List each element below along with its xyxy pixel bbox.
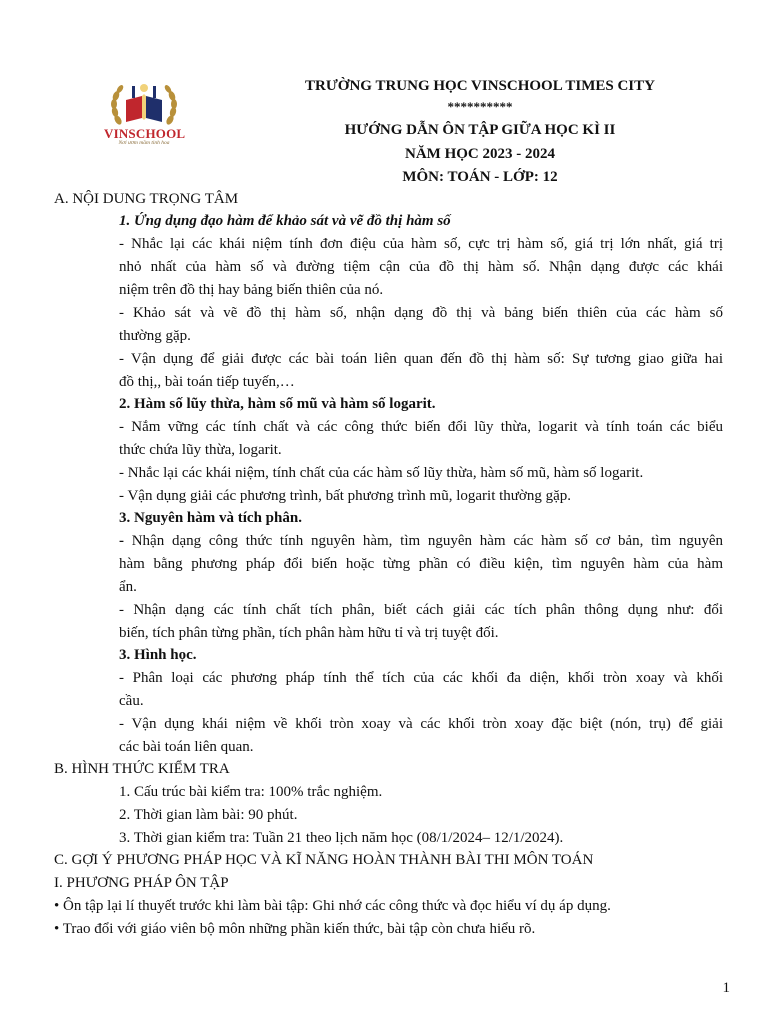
topic-1-title: 1. Ứng dụng đạo hàm để khảo sát và vẽ đồ thị hàm số [119,213,451,229]
study-tip-1 [54,896,611,916]
document-title: HƯỚNG DẪN ÔN TẬP GIỮA HỌC KÌ II [344,122,616,138]
topic-1-line-2: nhỏ nhất của hàm số và đường tiệm cận của đồ thị hàm số. Nhận dạng được các khái [119,259,723,275]
section-a-heading: A. NỘI DUNG TRỌNG TÂM [54,191,239,207]
section-c-heading: C. GỢI Ý PHƯƠNG PHÁP HỌC VÀ KĨ NĂNG HOÀN THÀNH BÀI THI MÔN TOÁN [54,852,594,868]
school-name: TRƯỜNG TRUNG HỌC VINSCHOOL TIMES CITY [305,78,655,94]
topic-3-line-2: hàm bằng phương pháp đổi biến hoặc từng phần có điều kiện, tìm nguyên hàm của hàm [119,556,723,572]
topic-3-line-1-text: Nhận dạng công thức tính nguyên hàm, tìm nguyên hàm các hàm số cơ bản, tìm nguyên [124,533,723,549]
bullet-icon: • [54,921,60,937]
topic-4-line-3: - Vận dụng khái niệm về khối tròn xoay và các khối tròn xoay đặc biệt (nón, trụ) để giải [119,716,723,732]
topic-1-line-6: - Vận dụng để giải được các bài toán liên quan đến đồ thị hàm số: Sự tương giao giữa hai [119,351,723,367]
logo-wordmark: VINSCHOOL [104,126,186,141]
topic-1-line-3: niệm trên đồ thị hay bảng biến thiên của nó. [119,282,384,298]
vinschool-logo [104,80,184,160]
study-tip-1-text: Ôn tập lại lí thuyết trước khi làm bài tập: Ghi nhớ các công thức và đọc hiểu ví dụ áp dụng. [59,898,611,914]
topic-3-line-1 [119,531,723,551]
topic-2-line-3: - Nhắc lại các khái niệm, tính chất của các hàm số lũy thừa, hàm số mũ, hàm số logarit. [119,465,644,481]
topic-3-line-4: - Nhận dạng các tính chất tích phân, biết cách giải các tích phân thông dụng như: đổi [119,602,723,618]
subject-grade: MÔN: TOÁN - LỚP: 12 [402,169,558,185]
logo-tagline: Nơi ươm mầm tinh hoa [118,140,170,146]
study-method-heading: I. PHƯƠNG PHÁP ÔN TẬP [54,875,229,891]
topic-4-line-4: các bài toán liên quan. [119,739,254,755]
topic-2-line-1: - Nắm vững các tính chất và các công thức biến đổi lũy thừa, logarit và tính toán các biểu [119,419,723,435]
study-tip-2-text: Trao đổi với giáo viên bộ môn những phần kiến thức, bài tập còn chưa hiểu rõ. [59,921,536,937]
topic-1-line-4: - Khảo sát và vẽ đồ thị hàm số, nhận dạng đồ thị và bảng biến thiên của các hàm số [119,305,723,321]
exam-schedule: 3. Thời gian kiểm tra: Tuần 21 theo lịch năm học (08/1/2024– 12/1/2024). [119,830,564,846]
section-b-heading: B. HÌNH THỨC KIỂM TRA [54,761,230,777]
study-tip-2 [54,919,535,939]
topic-1-line-5: thường gặp. [119,328,191,344]
laurel-book-emblem-icon [104,80,184,130]
topic-3-line-3: ẩn. [119,579,137,595]
topic-1-line-7: đồ thị,, bài toán tiếp tuyến,… [119,374,295,390]
bullet-icon: • [54,898,60,914]
topic-3-dash: - [119,533,124,549]
topic-4-title: 3. Hình học. [119,647,197,663]
topic-2-line-2: thức chứa lũy thừa, logarit. [119,442,282,458]
school-year: NĂM HỌC 2023 - 2024 [405,146,555,162]
topic-3-line-5: biến, tích phân từng phần, tích phân hàm hữu tỉ và trị tuyệt đối. [119,625,499,641]
topic-2-line-4: - Vận dụng giải các phương trình, bất phương trình mũ, logarit thường gặp. [119,488,571,504]
topic-4-line-2: cầu. [119,693,144,709]
exam-duration: 2. Thời gian làm bài: 90 phút. [119,807,298,823]
header-stars: ********** [447,99,513,114]
topic-1-line-1: - Nhắc lại các khái niệm tính đơn điệu của hàm số, cực trị hàm số, giá trị lớn nhất, giá trị [119,236,723,252]
exam-structure: 1. Cấu trúc bài kiểm tra: 100% trắc nghiệm. [119,784,383,800]
page-number: 1 [722,980,730,996]
topic-4-line-1: - Phân loại các phương pháp tính thể tích của các khối đa diện, khối tròn xoay và khối [119,670,723,686]
topic-2-title: 2. Hàm số lũy thừa, hàm số mũ và hàm số logarit. [119,396,436,412]
topic-3-title: 3. Nguyên hàm và tích phân. [119,510,302,526]
